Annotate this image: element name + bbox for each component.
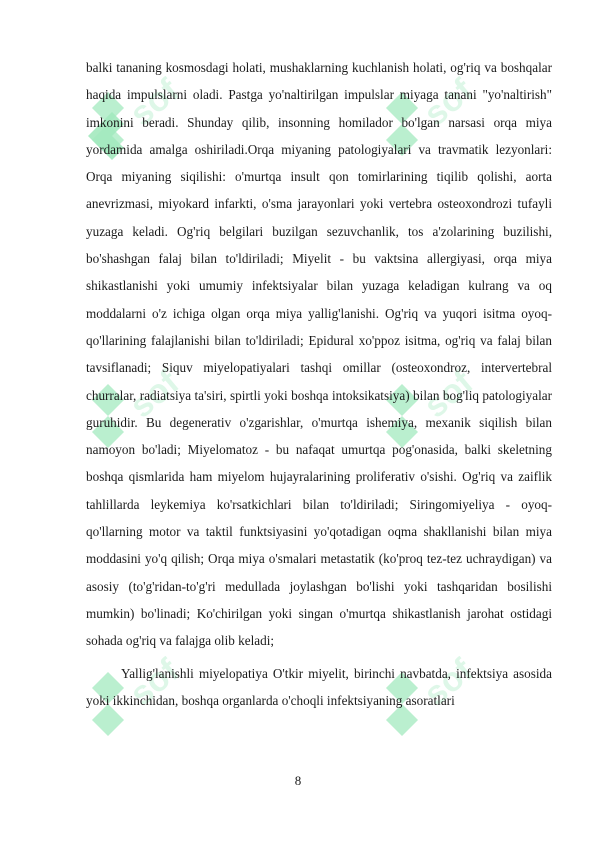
paragraph: balki tananing kosmosdagi holati, mushaklarning kuchlanish holati, og'riq va boshqalar haqida impulslarni oladi. Pastga yo'naltirilgan impulslar miyaga tanani "yo'naltirish" imkonini beradi. Shunday qilib, insonning homilador bo'lgan narsasi orqa miya yordamida amalga oshiriladi.Orqa miyaning patologiyalari va travmatik lezyonlari: Orqa miyaning siqilishi: o'murtqa insult qon tomirlarining tiqilib qolishi, aorta anevrizmasi, miyokard infarkti, o'sma jarayonlari yoki vertebra osteoxondrozi tufayli yuzaga keladi. Og'riq belgilari buzilgan sezuvchanlik, tos a'zolarining buzilishi, bo'shashgan falaj bilan to'ldiriladi; Miyelit - bu vaktsina allergiyasi, orqa miya shikastlanishi yoki umumiy infektsiyalar bilan yuzaga keladigan kulrang va oq moddalarni o'z ichiga olgan orqa miya yallig'lanishi. Og'riq va yuqori isitma oyoq-qo'llarining falajlanishi bilan to'ldiriladi; Epidural xo'ppoz isitma, og'riq va falaj bilan tavsiflanadi; Siquv miyelopatiyalari tashqi omillar (osteoxondroz, intervertebral churralar, radiatsiya ta'siri, spirtli yoki boshqa intoksikatsiya) bilan bog'liq patologiyalar guruhidir. Bu degenerativ o'zgarishlar, o'murtqa ishemiya, mexanik siqilish bilan namoyon bo'ladi; Miyelomatoz - bu nafaqat umurtqa pog'onasida, balki skeletning boshqa qismlarida ham miyelom hujayralarining proliferativ o'sishi. Og'riq va zaiflik tahlillarda leykemiya ko'rsatkichlari bilan to'ldiriladi; Siringomiyeliya - oyoq-qo'llarning motor va taktil funktsiyasini yo'qotadigan oqma shakllanishi bilan miya moddasini yo'q qilish; Orqa miya o'smalari metastatik (ko'proq tez-tez uchraydigan) va asosiy (to'g'ridan-to'g'ri medullada joylashgan bo'lishi yoki tashqaridan bosilishi mumkin) bo'linadi; Ko'chirilgan yoki singan o'murtqa shikastlanish jarohat ostidagi sohada og'riq va falajga olib keladi; — [86, 60, 552, 649]
svg-text:sof: sof — [416, 71, 481, 134]
svg-text:sof: sof — [122, 363, 187, 426]
svg-text:sof: sof — [416, 651, 481, 714]
paragraph: Yallig'lanishli miyelopatiya O'tkir miyelit, birinchi navbatda, infektsiya asosida yoki ikkinchidan, boshqa organlarda o'choqli infektsiyaning asoratlari — [86, 665, 552, 708]
svg-text:sof: sof — [122, 71, 187, 134]
svg-text:sof: sof — [122, 651, 187, 714]
body-text — [86, 54, 552, 714]
page-number: 8 — [294, 773, 302, 788]
svg-text:sof: sof — [416, 363, 481, 426]
